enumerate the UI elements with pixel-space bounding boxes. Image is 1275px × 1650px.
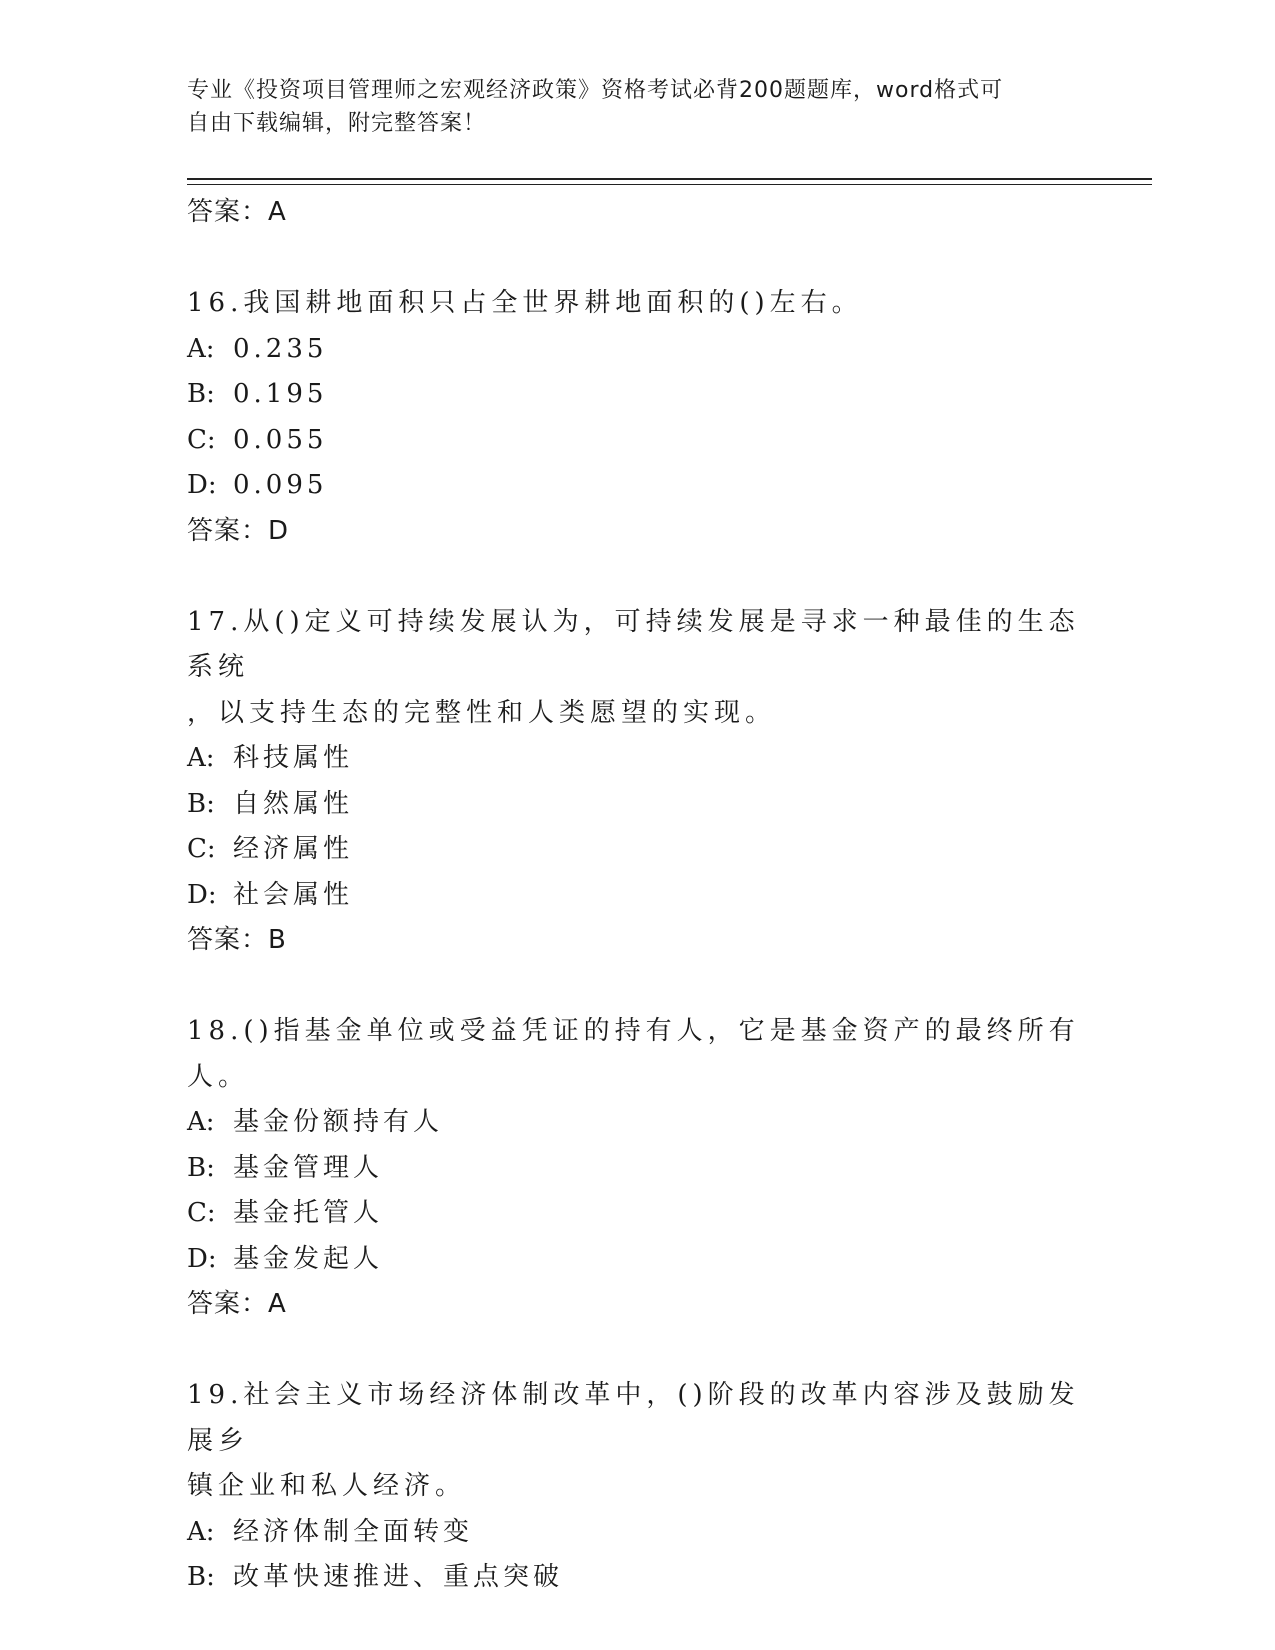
- question-stem-line: 19.社会主义市场经济体制改革中，()阶段的改革内容涉及鼓励发展乡: [187, 1380, 1080, 1456]
- answer-option: [187, 873, 1087, 919]
- answer-option: [187, 327, 1087, 373]
- answer-option: [187, 736, 1087, 782]
- option-text: 0.195: [233, 379, 328, 409]
- answer-option: [187, 1237, 1087, 1283]
- option-letter: A:: [187, 333, 215, 364]
- question-stem-line: 镇企业和私人经济。: [187, 1471, 467, 1501]
- header-line-1: 专业《投资项目管理师之宏观经济政策》资格考试必背200题题库，word格式可: [187, 78, 1004, 103]
- option-text: 0.055: [233, 424, 328, 455]
- questions-container: [187, 281, 1087, 1601]
- option-letter: A:: [187, 1516, 215, 1547]
- option-letter: B:: [187, 379, 215, 409]
- question-block: [187, 1009, 1087, 1326]
- answer-option: [187, 827, 1087, 873]
- answer-option: [187, 1510, 1087, 1556]
- option-letter: D:: [187, 1243, 217, 1274]
- option-text: 科技属性: [233, 743, 354, 773]
- option-text: 0.235: [233, 333, 328, 364]
- option-text: 基金管理人: [233, 1152, 384, 1183]
- option-letter: A:: [187, 743, 215, 773]
- option-letter: B:: [187, 1152, 215, 1183]
- option-text: 基金份额持有人: [233, 1107, 444, 1137]
- question-stem-line: 16.我国耕地面积只占全世界耕地面积的()左右。: [187, 288, 863, 318]
- question-list: [187, 190, 1087, 1601]
- option-letter: C:: [187, 1198, 216, 1228]
- header-divider-thick: [187, 178, 1152, 180]
- question-stem-line: ，以支持生态的完整性和人类愿望的实现。: [187, 697, 777, 728]
- question-answer: 答案：A: [187, 1289, 287, 1319]
- answer-option: [187, 1100, 1087, 1146]
- answer-option: [187, 463, 1087, 509]
- answer-option: [187, 418, 1087, 464]
- answer-option: [187, 1555, 1087, 1601]
- question-block: [187, 1373, 1087, 1601]
- option-letter: C:: [187, 424, 216, 455]
- option-letter: D:: [187, 470, 217, 500]
- option-text: 基金托管人: [233, 1198, 384, 1228]
- option-text: 基金发起人: [233, 1243, 384, 1274]
- header-line-2: 自由下载编辑，附完整答案！: [187, 111, 487, 136]
- document-header: [187, 74, 1087, 140]
- question-answer: 答案：B: [187, 925, 287, 955]
- answer-option: [187, 372, 1087, 418]
- option-letter: A:: [187, 1107, 215, 1137]
- option-letter: D:: [187, 879, 217, 910]
- option-text: 经济体制全面转变: [233, 1516, 474, 1547]
- previous-answer: 答案：A: [187, 197, 287, 227]
- option-text: 改革快速推进、重点突破: [233, 1562, 564, 1592]
- header-divider-thin: [187, 184, 1152, 185]
- option-text: 经济属性: [233, 834, 354, 864]
- question-block: [187, 600, 1087, 963]
- option-text: 自然属性: [233, 788, 354, 819]
- option-text: 社会属性: [233, 879, 354, 910]
- option-letter: C:: [187, 834, 216, 864]
- answer-option: [187, 1191, 1087, 1237]
- question-stem-line: 18.()指基金单位或受益凭证的持有人，它是基金资产的最终所有人。: [187, 1016, 1080, 1092]
- answer-option: [187, 782, 1087, 828]
- question-answer: 答案：D: [187, 515, 290, 546]
- option-letter: B:: [187, 1562, 215, 1592]
- option-letter: B:: [187, 788, 215, 819]
- question-stem-line: 17.从()定义可持续发展认为，可持续发展是寻求一种最佳的生态系统: [187, 606, 1080, 682]
- answer-option: [187, 1146, 1087, 1192]
- option-text: 0.095: [233, 470, 328, 500]
- question-block: [187, 281, 1087, 553]
